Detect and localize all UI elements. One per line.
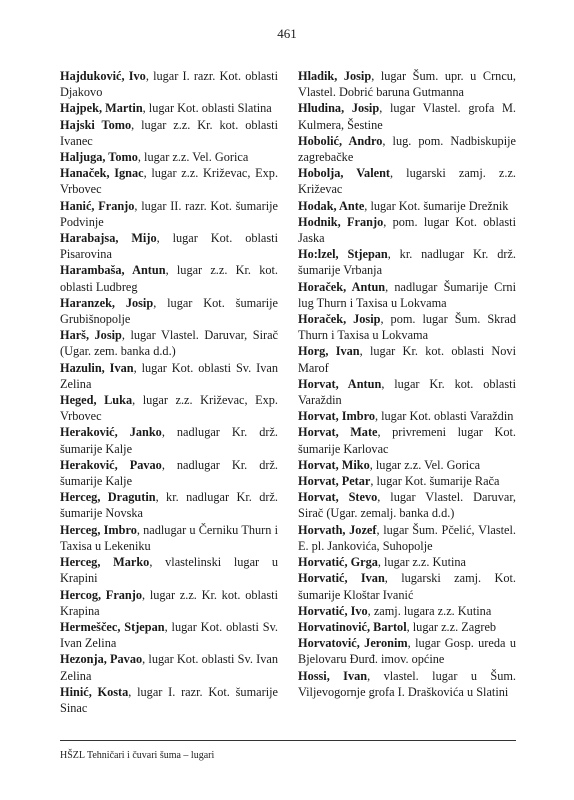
entry-name: Hajduković, Ivo: [60, 69, 146, 83]
register-entry: [298, 376, 516, 408]
entry-description: , lugar Kot. oblasti Sv. Ivan Zelina: [60, 619, 278, 651]
register-entry: [60, 651, 278, 683]
entry-description: , nadlugar Kr. drž. šumarije Kalje: [60, 425, 278, 456]
entry-description: , lugar Kot. šumarije Drežnik: [364, 198, 509, 213]
entry-description: , lug. pom. Nadbiskupije zagrebačke: [298, 133, 516, 165]
entry-description: , zamj. lugara z.z. Kutina: [367, 603, 492, 618]
entry-description: , vlastelinski lugar u Krapini: [60, 555, 278, 586]
entry-description: , lugarski zamj. z.z. Križevac: [298, 166, 517, 197]
entry-description: , lugar Vlastel. Daruvar, Sirač (Ugar. zem. banka d.d.): [60, 328, 279, 359]
entry-description: , lugar z.z. Križevac, Exp. Vrbovec: [60, 166, 279, 197]
entry-name: Horvat, Imbro: [298, 409, 375, 424]
register-entry: [298, 279, 516, 311]
entry-description: , lugar z.z. Zagreb: [406, 619, 497, 634]
entry-name: Horvatić, Ivan: [298, 571, 385, 586]
footer-text: HŠZL Tehničari i čuvari šuma – lugari: [60, 750, 215, 761]
entry-description: , vlastel. lugar u Šum. Viljevogornje grofa I. Draškovića u Slatini: [298, 668, 516, 699]
entry-description: , lugar z.z. Kr. kot. oblasti Ludbreg: [60, 263, 278, 294]
entry-name: Harambaša, Antun: [60, 263, 166, 278]
entry-description: , kr. nadlugar Kr. drž. šumarije Vrbanja: [298, 247, 516, 278]
register-entry: [60, 165, 278, 197]
entry-name: Herceg, Marko: [60, 555, 150, 570]
register-entry: [60, 360, 278, 392]
register-entry: [60, 100, 278, 116]
entry-name: Hanaček, Ignac: [60, 166, 144, 181]
entry-description: , pom. lugar Kot. oblasti Jaska: [298, 214, 516, 246]
register-entry: [60, 117, 278, 149]
entry-name: Horvatinović, Bartol: [298, 619, 407, 634]
entry-description: , lugar I. razr. Kot. šumarije Sinac: [60, 684, 278, 715]
entry-name: Horvat, Antun: [298, 376, 382, 391]
entry-name: Horaček, Josip: [298, 312, 381, 327]
entry-name: Horvat, Mate: [298, 425, 378, 440]
register-entry: [298, 198, 516, 214]
right-column: [298, 68, 516, 716]
entry-name: Hobolić, Andro: [298, 133, 383, 148]
entry-description: , lugarski zamj. Kot. šumarije Kloštar Ivanić: [298, 571, 516, 602]
entry-name: Herceg, Dragutin: [60, 490, 156, 505]
register-entry: [298, 635, 516, 667]
register-entry: [298, 668, 516, 700]
entry-name: Heraković, Pavao: [60, 457, 162, 472]
entry-description: , lugar Kot. šumarije Grubišnopolje: [60, 295, 278, 327]
entry-description: , pom. lugar Šum. Skrad Thurn i Taxisa u Lokvama: [298, 312, 517, 343]
register-entry: [60, 619, 278, 651]
entry-description: , lugar Kot. oblasti Sv. Ivan Zelina: [60, 360, 278, 391]
entry-name: Heged, Luka: [60, 393, 133, 408]
register-entry: [60, 554, 278, 586]
register-entry: [60, 149, 278, 165]
entry-description: , nadlugar Šumarije Crni lug Thurn i Taxisa u Lokvama: [298, 279, 516, 310]
entry-name: Hinić, Kosta: [60, 684, 129, 699]
entry-name: Hazulin, Ivan: [60, 360, 134, 375]
entry-description: , lugar Kr. kot. oblasti Novi Marof: [298, 344, 516, 375]
entry-name: Horvatić, Grga: [298, 555, 378, 570]
register-entry: [298, 489, 516, 521]
entry-description: , lugar Kot. šumarije Rača: [370, 474, 500, 489]
left-column: [60, 68, 278, 716]
entry-name: Heraković, Janko: [60, 425, 162, 440]
register-entry: [298, 246, 516, 278]
entry-description: , lugar z.z. Vel. Gorica: [369, 457, 481, 472]
register-entry: [298, 214, 516, 246]
register-entry: [60, 489, 278, 521]
entry-name: Hercog, Franjo: [60, 587, 143, 602]
entry-description: , lugar Kot. oblasti Varaždin: [374, 409, 514, 424]
entry-name: Horg, Ivan: [298, 344, 360, 359]
register-entry: [60, 230, 278, 262]
register-entry: [60, 327, 278, 359]
entry-name: Hermeščec, Stjepan: [60, 619, 165, 634]
entry-name: Hajski Tomo: [60, 117, 132, 132]
entry-name: Hanić, Franjo: [60, 198, 135, 213]
register-entry: [298, 424, 516, 456]
footer-rule: [60, 740, 516, 741]
register-entry: [60, 522, 278, 554]
register-entry: [298, 473, 516, 489]
register-entry: [60, 587, 278, 619]
register-entry: [60, 295, 278, 327]
register-entry: [298, 522, 516, 554]
entry-description: , lugar z.z. Vel. Gorica: [137, 150, 249, 165]
register-entry: [60, 424, 278, 456]
register-entry: [60, 457, 278, 489]
entry-name: Horvatović, Jeronim: [298, 636, 408, 651]
entry-name: Hossi, Ivan: [298, 668, 368, 683]
entry-description: , lugar II. razr. Kot. šumarije Podvinje: [60, 198, 278, 229]
entry-name: Harabajsa, Mijo: [60, 231, 157, 246]
entry-description: , lugar z.z. Kr. kot. oblasti Ivanec: [60, 117, 278, 148]
entry-description: , lugar z.z. Kr. kot. oblasti Krapina: [60, 587, 278, 618]
entry-name: Hodnik, Franjo: [298, 214, 384, 229]
entry-name: Hajpek, Martin: [60, 101, 143, 116]
entry-description: , lugar z.z. Kutina: [377, 555, 467, 570]
entry-description: , nadlugar u Černiku Thurn i Taxisa u Lekeniku: [60, 522, 278, 553]
page-number: 461: [277, 26, 297, 41]
entry-name: Horvath, Jozef: [298, 522, 377, 537]
entry-description: , lugar Vlastel. grofa M. Kulmera, Šestine: [298, 101, 516, 132]
entry-description: , lugar Kot. oblasti Pisarovina: [60, 231, 278, 262]
entry-name: Horvat, Miko: [298, 457, 370, 472]
entry-description: , privremeni lugar Kot. šumarije Karlovac: [298, 425, 516, 456]
entry-description: , lugar Gosp. ureda u Bjelovaru Đurđ. imov. općine: [298, 636, 516, 667]
entry-name: Herceg, Imbro: [60, 522, 137, 537]
entry-name: Hludina, Josip: [298, 101, 380, 116]
entry-description: , lugar Šum. Pčelić, Vlastel. E. pl. Jankovića, Suhopolje: [298, 522, 517, 553]
entry-description: , lugar Šum. upr. u Crncu, Vlastel. Dobrić baruna Gutmanna: [298, 69, 516, 100]
entry-name: Hladik, Josip: [298, 69, 372, 83]
entry-description: , lugar z.z. Križevac, Exp. Vrbovec: [60, 393, 278, 424]
register-entry: [60, 262, 278, 294]
register-entry: [298, 603, 516, 619]
entry-description: , lugar Kot. oblasti Slatina: [142, 101, 272, 116]
entry-description: , lugar Kot. oblasti Sv. Ivan Zelina: [60, 652, 279, 683]
entry-name: Horvatić, Ivo: [298, 603, 368, 618]
register-entry: [60, 68, 278, 100]
register-entry: [298, 133, 516, 165]
entry-name: Horaček, Antun: [298, 279, 386, 294]
entry-name: Hodak, Ante: [298, 198, 365, 213]
register-entry: [298, 68, 516, 100]
entry-description: , lugar I. razr. Kot. oblasti Djakovo: [60, 69, 278, 100]
register-entry: [298, 554, 516, 570]
entry-name: Ho:lzel, Stjepan: [298, 247, 388, 262]
entry-name: Horvat, Stevo: [298, 490, 378, 505]
register-entry: [298, 100, 516, 132]
register-entry: [298, 619, 516, 635]
entry-description: , lugar Vlastel. Daruvar, Sirač (Ugar. zemalj. banka d.d.): [298, 490, 516, 521]
entry-name: Haranzek, Josip: [60, 295, 154, 310]
register-entry: [60, 198, 278, 230]
entry-description: , nadlugar Kr. drž. šumarije Kalje: [60, 457, 278, 489]
register-entry: [298, 165, 516, 197]
entry-name: Hobolja, Valent: [298, 166, 391, 181]
register-entry: [298, 570, 516, 602]
register-entry: [60, 684, 278, 716]
entry-name: Haljuga, Tomo: [60, 150, 138, 165]
entry-name: Hezonja, Pavao: [60, 652, 143, 667]
register-entry: [298, 343, 516, 375]
register-entry: [298, 311, 516, 343]
entry-name: Harš, Josip: [60, 328, 122, 343]
register-entry: [298, 408, 516, 424]
register-entry: [60, 392, 278, 424]
register-entry: [298, 457, 516, 473]
entry-description: , lugar Kr. kot. oblasti Varaždin: [298, 376, 516, 408]
entry-name: Horvat, Petar: [298, 474, 371, 489]
entry-columns: [60, 68, 516, 716]
entry-description: , kr. nadlugar Kr. drž. šumarije Novska: [60, 490, 278, 521]
